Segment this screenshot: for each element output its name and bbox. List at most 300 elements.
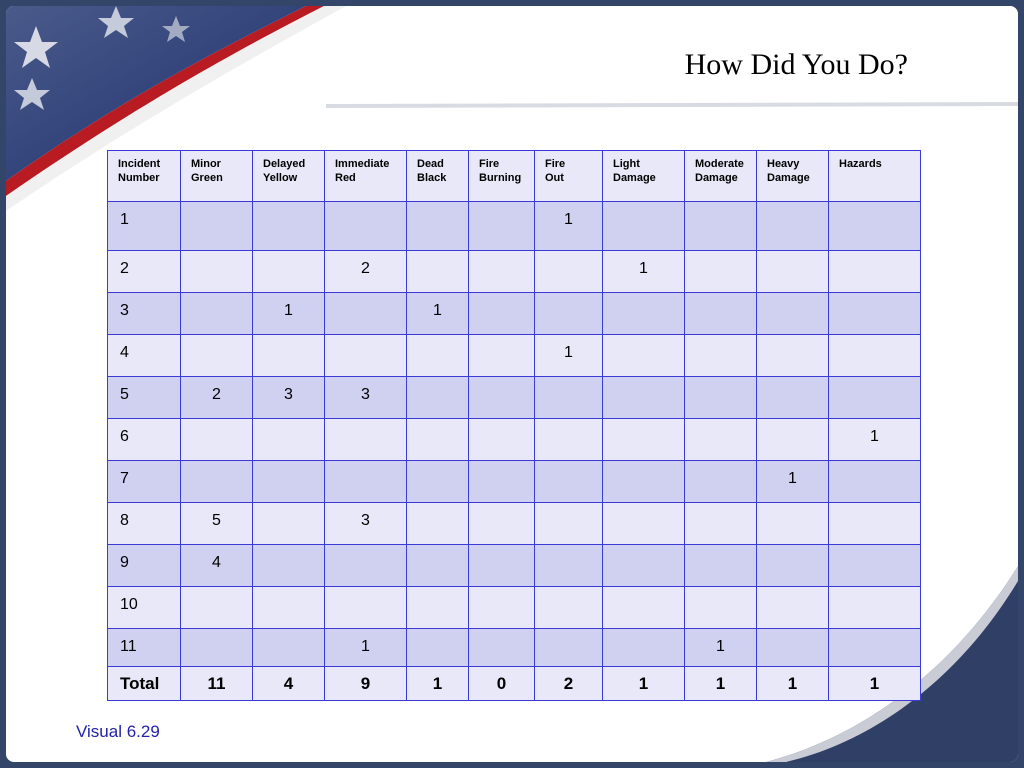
table-cell xyxy=(325,377,407,419)
total-cell: 1 xyxy=(603,667,685,701)
cell-value xyxy=(181,461,252,470)
cell-value xyxy=(685,503,756,512)
table-cell xyxy=(469,629,535,667)
table-cell xyxy=(181,202,253,251)
table-cell xyxy=(757,293,829,335)
cell-value xyxy=(535,503,602,512)
total-cell: 1 xyxy=(757,667,829,701)
column-header-line: Delayed xyxy=(263,158,306,170)
table-cell xyxy=(603,587,685,629)
table-cell xyxy=(535,587,603,629)
cell-value xyxy=(407,629,468,638)
cell-value: 9 xyxy=(120,554,129,571)
table-cell xyxy=(253,377,325,419)
table-cell xyxy=(325,461,407,503)
table-cell xyxy=(829,629,921,667)
header-row xyxy=(108,151,921,202)
cell-value: 3 xyxy=(120,302,129,319)
table-cell xyxy=(685,202,757,251)
cell-value xyxy=(829,629,920,638)
table-cell xyxy=(603,503,685,545)
cell-value: 1 xyxy=(564,211,573,228)
slide xyxy=(6,6,1018,762)
cell-value xyxy=(603,461,684,470)
table-row xyxy=(108,377,921,419)
cell-value xyxy=(469,419,534,428)
cell-value xyxy=(603,545,684,554)
table-cell xyxy=(407,251,469,293)
cell-value: 1 xyxy=(284,302,293,319)
column-header xyxy=(757,151,829,202)
column-header xyxy=(685,151,757,202)
cell-value: 11 xyxy=(120,638,137,655)
column-header-line: Minor xyxy=(191,158,221,170)
cell-value xyxy=(181,335,252,344)
table-row xyxy=(108,419,921,461)
table-cell xyxy=(535,251,603,293)
cell-value xyxy=(181,419,252,428)
table-cell xyxy=(469,377,535,419)
cell-value xyxy=(469,251,534,260)
cell-value: 4 xyxy=(212,554,221,571)
cell-value xyxy=(685,251,756,260)
table-cell xyxy=(469,293,535,335)
table-cell xyxy=(253,293,325,335)
cell-value: 8 xyxy=(120,512,129,529)
cell-value: 1 xyxy=(716,638,725,655)
table-cell xyxy=(603,293,685,335)
incident-number-cell xyxy=(108,629,181,667)
cell-value xyxy=(181,587,252,596)
cell-value xyxy=(685,461,756,470)
table-cell xyxy=(325,629,407,667)
cell-value xyxy=(469,335,534,344)
cell-value xyxy=(603,202,684,211)
column-header-line: Incident xyxy=(118,158,161,170)
column-header-line: Hazards xyxy=(839,158,882,170)
table-cell xyxy=(535,629,603,667)
cell-value xyxy=(407,587,468,596)
incident-number-cell xyxy=(108,335,181,377)
table-cell xyxy=(757,629,829,667)
table-cell xyxy=(469,545,535,587)
incident-number-cell xyxy=(108,202,181,251)
table-cell xyxy=(829,503,921,545)
cell-value xyxy=(469,461,534,470)
cell-value xyxy=(757,503,828,512)
results-table xyxy=(107,150,921,701)
cell-value xyxy=(253,629,324,638)
cell-value xyxy=(253,545,324,554)
table-cell xyxy=(181,461,253,503)
slide-title: How Did You Do? xyxy=(684,48,908,81)
cell-value xyxy=(469,202,534,211)
column-header xyxy=(469,151,535,202)
cell-value xyxy=(829,377,920,386)
column-header xyxy=(108,151,181,202)
cell-value xyxy=(469,503,534,512)
cell-value xyxy=(407,419,468,428)
cell-value: 3 xyxy=(361,512,370,529)
cell-value xyxy=(685,202,756,211)
cell-value xyxy=(685,419,756,428)
cell-value xyxy=(535,293,602,302)
cell-value xyxy=(603,587,684,596)
table-cell xyxy=(757,503,829,545)
cell-value xyxy=(757,251,828,260)
cell-value xyxy=(757,419,828,428)
cell-value: 7 xyxy=(120,470,129,487)
table-cell xyxy=(407,587,469,629)
total-cell: 1 xyxy=(829,667,921,701)
cell-value xyxy=(757,587,828,596)
cell-value xyxy=(407,377,468,386)
table-cell xyxy=(685,545,757,587)
table-cell xyxy=(325,503,407,545)
cell-value xyxy=(253,202,324,211)
table-cell xyxy=(829,587,921,629)
cell-value xyxy=(535,377,602,386)
column-header-line: Immediate xyxy=(335,158,390,170)
table-cell xyxy=(685,587,757,629)
total-cell: 1 xyxy=(685,667,757,701)
cell-value xyxy=(325,587,406,596)
table-cell xyxy=(253,461,325,503)
incident-number-cell xyxy=(108,377,181,419)
table-row xyxy=(108,251,921,293)
cell-value xyxy=(535,545,602,554)
table-cell xyxy=(407,461,469,503)
column-header xyxy=(603,151,685,202)
cell-value xyxy=(685,377,756,386)
table-cell xyxy=(407,202,469,251)
table-cell xyxy=(253,503,325,545)
column-header-line: Heavy xyxy=(767,158,800,170)
cell-value xyxy=(325,545,406,554)
incident-number-cell xyxy=(108,251,181,293)
column-header-line: Light xyxy=(613,158,640,170)
cell-value: 1 xyxy=(639,260,648,277)
cell-value: 6 xyxy=(120,428,129,445)
cell-value xyxy=(757,377,828,386)
table-cell xyxy=(253,419,325,461)
table-cell xyxy=(181,419,253,461)
cell-value xyxy=(829,251,920,260)
cell-value xyxy=(181,293,252,302)
column-header xyxy=(535,151,603,202)
table-cell xyxy=(181,377,253,419)
table-cell xyxy=(253,251,325,293)
table-cell xyxy=(325,419,407,461)
column-header xyxy=(407,151,469,202)
table-cell xyxy=(325,293,407,335)
cell-value: 1 xyxy=(870,428,879,445)
total-row xyxy=(108,667,921,701)
cell-value xyxy=(603,335,684,344)
cell-value xyxy=(325,335,406,344)
cell-value: 5 xyxy=(212,512,221,529)
cell-value xyxy=(325,202,406,211)
table-cell xyxy=(253,202,325,251)
table-cell xyxy=(469,251,535,293)
cell-value xyxy=(469,629,534,638)
cell-value xyxy=(603,293,684,302)
table-cell xyxy=(685,503,757,545)
cell-value: 1 xyxy=(433,302,442,319)
table-cell xyxy=(181,503,253,545)
cell-value xyxy=(685,587,756,596)
cell-value xyxy=(181,202,252,211)
table-row xyxy=(108,293,921,335)
cell-value xyxy=(829,335,920,344)
cell-value xyxy=(253,335,324,344)
table-cell xyxy=(325,251,407,293)
table-cell xyxy=(253,335,325,377)
table-cell xyxy=(829,461,921,503)
cell-value xyxy=(757,335,828,344)
table-cell xyxy=(757,461,829,503)
table-cell xyxy=(535,335,603,377)
table-cell xyxy=(685,629,757,667)
total-cell: 1 xyxy=(407,667,469,701)
table-cell xyxy=(535,419,603,461)
table-cell xyxy=(685,377,757,419)
visual-reference: Visual 6.29 xyxy=(76,722,160,741)
incident-number-cell xyxy=(108,461,181,503)
table-cell xyxy=(603,335,685,377)
cell-value xyxy=(829,587,920,596)
total-cell: 2 xyxy=(535,667,603,701)
cell-value xyxy=(685,293,756,302)
table-cell xyxy=(181,335,253,377)
cell-value: 1 xyxy=(564,344,573,361)
table-row xyxy=(108,629,921,667)
total-cell: 0 xyxy=(469,667,535,701)
cell-value: 2 xyxy=(212,386,221,403)
cell-value xyxy=(407,335,468,344)
total-label: Total xyxy=(108,667,181,701)
cell-value xyxy=(407,461,468,470)
column-header-line: Green xyxy=(191,172,223,184)
table-cell xyxy=(181,251,253,293)
table-cell xyxy=(829,377,921,419)
cell-value xyxy=(829,545,920,554)
table-cell xyxy=(181,587,253,629)
cell-value xyxy=(181,629,252,638)
table-cell xyxy=(685,461,757,503)
table-cell xyxy=(603,545,685,587)
table-cell xyxy=(535,545,603,587)
cell-value: 2 xyxy=(120,260,129,277)
column-header xyxy=(181,151,253,202)
table-cell xyxy=(253,545,325,587)
cell-value xyxy=(603,377,684,386)
cell-value: 2 xyxy=(361,260,370,277)
table-cell xyxy=(757,202,829,251)
table-cell xyxy=(469,419,535,461)
table-row xyxy=(108,587,921,629)
cell-value xyxy=(757,293,828,302)
table-cell xyxy=(469,503,535,545)
cell-value xyxy=(469,377,534,386)
table-cell xyxy=(407,629,469,667)
table-cell xyxy=(829,419,921,461)
column-header-line: Moderate xyxy=(695,158,744,170)
table-cell xyxy=(535,377,603,419)
cell-value xyxy=(535,251,602,260)
table-row xyxy=(108,461,921,503)
table-cell xyxy=(757,251,829,293)
table-cell xyxy=(325,545,407,587)
table-cell xyxy=(685,419,757,461)
table-cell xyxy=(407,503,469,545)
table-cell xyxy=(757,335,829,377)
table-cell xyxy=(325,587,407,629)
table-cell xyxy=(407,545,469,587)
table-cell xyxy=(603,377,685,419)
column-header-line: Black xyxy=(417,172,447,184)
column-header-line: Damage xyxy=(613,172,656,184)
column-header xyxy=(829,151,921,202)
cell-value xyxy=(253,587,324,596)
table-cell xyxy=(469,335,535,377)
cell-value xyxy=(253,419,324,428)
cell-value: 10 xyxy=(120,596,138,613)
cell-value xyxy=(325,293,406,302)
table-row xyxy=(108,335,921,377)
cell-value xyxy=(469,587,534,596)
table-cell xyxy=(325,202,407,251)
cell-value xyxy=(757,545,828,554)
column-header-line: Number xyxy=(118,172,160,184)
table-cell xyxy=(757,377,829,419)
cell-value xyxy=(407,251,468,260)
column-header-line: Out xyxy=(545,172,564,184)
cell-value xyxy=(181,251,252,260)
table-row xyxy=(108,202,921,251)
column-header-line: Red xyxy=(335,172,356,184)
table-row xyxy=(108,545,921,587)
table-cell xyxy=(181,293,253,335)
table-cell xyxy=(535,293,603,335)
table-cell xyxy=(829,335,921,377)
table-cell xyxy=(535,461,603,503)
incident-number-cell xyxy=(108,503,181,545)
column-header xyxy=(325,151,407,202)
total-cell: 11 xyxy=(181,667,253,701)
table-cell xyxy=(757,545,829,587)
incident-number-cell xyxy=(108,545,181,587)
table-cell xyxy=(829,293,921,335)
cell-value xyxy=(325,461,406,470)
cell-value xyxy=(407,202,468,211)
table-cell xyxy=(685,293,757,335)
cell-value xyxy=(535,629,602,638)
cell-value xyxy=(253,251,324,260)
column-header-line: Damage xyxy=(767,172,810,184)
column-header xyxy=(253,151,325,202)
table-cell xyxy=(325,335,407,377)
column-header-line: Yellow xyxy=(263,172,298,184)
table-cell xyxy=(469,587,535,629)
table-row xyxy=(108,503,921,545)
cell-value: 3 xyxy=(361,386,370,403)
column-header-line: Burning xyxy=(479,172,522,184)
table-cell xyxy=(407,377,469,419)
cell-value: 1 xyxy=(120,211,129,228)
cell-value xyxy=(407,545,468,554)
cell-value xyxy=(757,202,828,211)
cell-value xyxy=(535,461,602,470)
cell-value xyxy=(325,419,406,428)
table-cell xyxy=(469,202,535,251)
cell-value: 3 xyxy=(284,386,293,403)
cell-value xyxy=(829,293,920,302)
table-cell xyxy=(603,251,685,293)
table-cell xyxy=(757,419,829,461)
table-cell xyxy=(181,545,253,587)
incident-number-cell xyxy=(108,293,181,335)
total-cell: 9 xyxy=(325,667,407,701)
cell-value xyxy=(469,545,534,554)
cell-value: 1 xyxy=(361,638,370,655)
table-cell xyxy=(181,629,253,667)
cell-value xyxy=(685,545,756,554)
cell-value xyxy=(603,629,684,638)
table-cell xyxy=(253,629,325,667)
cell-value xyxy=(407,503,468,512)
incident-number-cell xyxy=(108,587,181,629)
table-cell xyxy=(685,335,757,377)
cell-value xyxy=(253,461,324,470)
table-cell xyxy=(407,419,469,461)
column-header-line: Dead xyxy=(417,158,444,170)
table-cell xyxy=(603,461,685,503)
column-header-line: Damage xyxy=(695,172,738,184)
column-header-line: Fire xyxy=(545,158,566,170)
total-cell: 4 xyxy=(253,667,325,701)
table-cell xyxy=(253,587,325,629)
table-cell xyxy=(757,587,829,629)
cell-value xyxy=(535,419,602,428)
table-cell xyxy=(603,419,685,461)
table-cell xyxy=(603,202,685,251)
table-cell xyxy=(469,461,535,503)
table-cell xyxy=(685,251,757,293)
table-cell xyxy=(407,335,469,377)
table-cell xyxy=(407,293,469,335)
cell-value xyxy=(535,587,602,596)
table-cell xyxy=(829,202,921,251)
cell-value xyxy=(829,503,920,512)
cell-value: 5 xyxy=(120,386,129,403)
table-cell xyxy=(603,629,685,667)
cell-value xyxy=(829,461,920,470)
cell-value xyxy=(603,503,684,512)
cell-value xyxy=(757,629,828,638)
table-cell xyxy=(535,202,603,251)
cell-value xyxy=(603,419,684,428)
table-cell xyxy=(829,251,921,293)
incident-number-cell xyxy=(108,419,181,461)
column-header-line: Fire xyxy=(479,158,500,170)
table-cell xyxy=(829,545,921,587)
table-cell xyxy=(535,503,603,545)
cell-value: 1 xyxy=(788,470,797,487)
cell-value xyxy=(829,202,920,211)
cell-value xyxy=(469,293,534,302)
cell-value xyxy=(685,335,756,344)
